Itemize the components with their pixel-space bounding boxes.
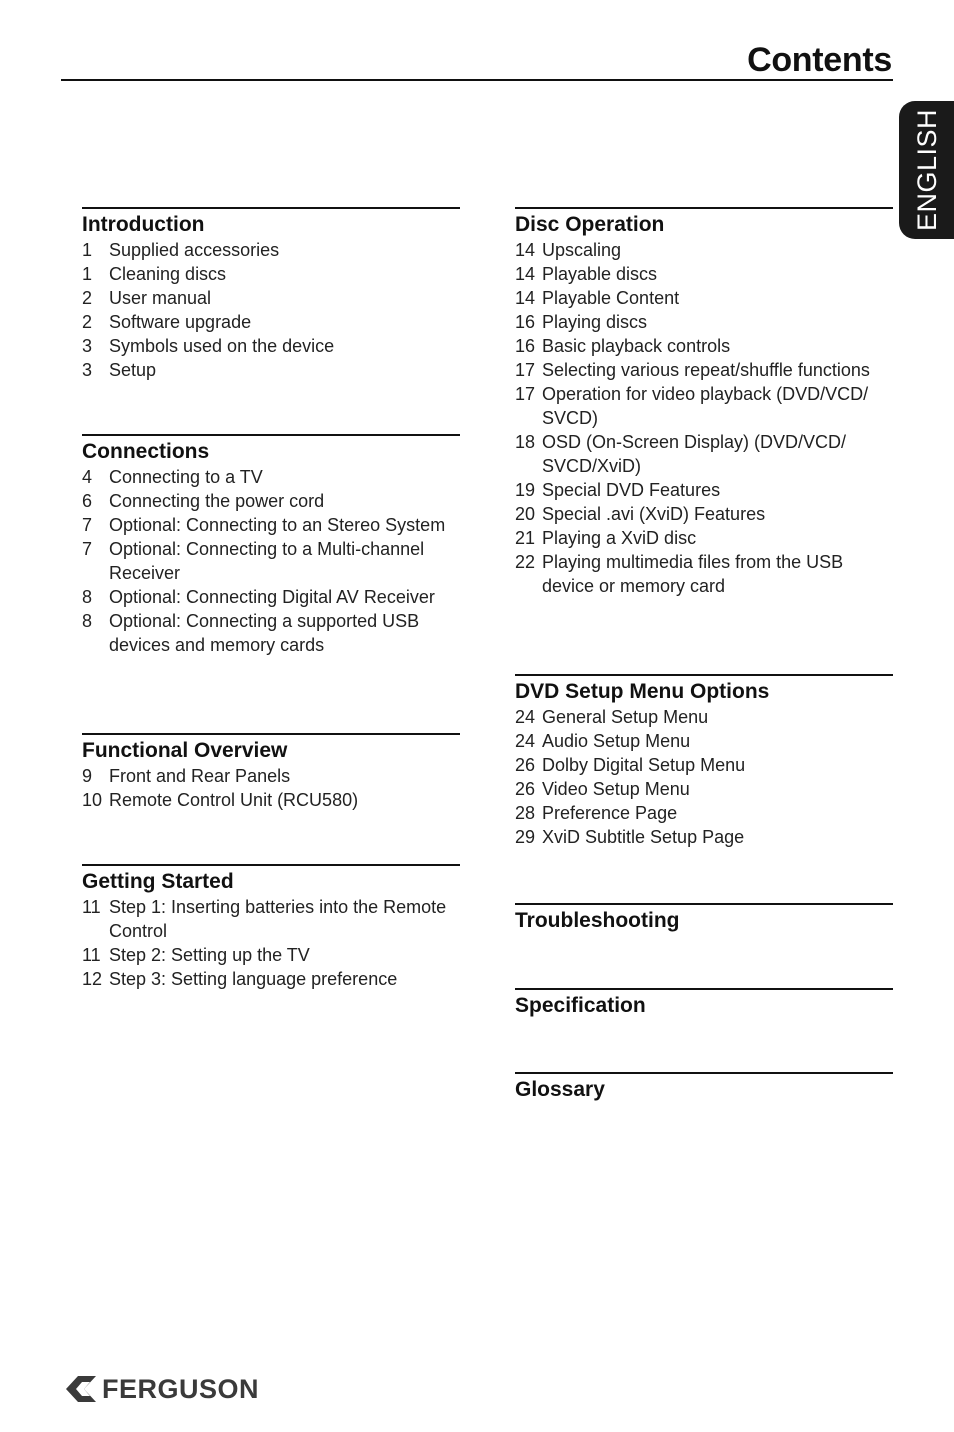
toc-page-number: 29	[515, 827, 536, 847]
toc-entry-text: Step 1: Inserting batteries into the Remote Control	[109, 897, 447, 941]
toc-entry-text: Connecting the power cord	[109, 491, 325, 511]
toc-page-number: 9	[82, 766, 93, 786]
section-heading: Specification	[515, 994, 646, 1017]
toc-page-number: 19	[515, 480, 536, 500]
toc-entry-list	[82, 764, 460, 812]
language-tab	[899, 101, 954, 239]
toc-page-number: 1	[82, 264, 93, 284]
toc-entry[interactable]	[82, 943, 460, 967]
toc-section-glossary[interactable]	[515, 1072, 893, 1103]
toc-entry[interactable]	[515, 238, 893, 262]
toc-section-connections	[82, 434, 460, 657]
toc-entry-text: Playing discs	[542, 312, 648, 332]
toc-entry[interactable]	[515, 550, 893, 598]
toc-entry[interactable]	[82, 764, 460, 788]
toc-entry[interactable]	[515, 825, 893, 849]
toc-entry[interactable]	[82, 489, 460, 513]
toc-entry-list	[515, 705, 893, 849]
toc-entry[interactable]	[515, 358, 893, 382]
toc-entry[interactable]	[82, 513, 460, 537]
toc-page-number: 10	[82, 790, 103, 810]
section-rule	[82, 434, 460, 436]
section-rule	[515, 903, 893, 905]
toc-entry[interactable]	[515, 262, 893, 286]
toc-section-dvd-setup-menu-options	[515, 674, 893, 849]
toc-entry[interactable]	[82, 895, 460, 943]
toc-page-number: 24	[515, 731, 536, 751]
toc-page-number: 7	[82, 515, 93, 535]
toc-entry[interactable]	[82, 334, 460, 358]
toc-entry[interactable]	[515, 753, 893, 777]
toc-entry[interactable]	[515, 705, 893, 729]
language-tab-label: ENGLISH	[911, 108, 942, 232]
toc-page-number: 21	[515, 528, 536, 548]
toc-entry-text: Symbols used on the device	[109, 336, 335, 356]
toc-page-number: 17	[515, 384, 536, 404]
toc-entry[interactable]	[515, 334, 893, 358]
toc-entry-list	[82, 895, 460, 991]
toc-section-troubleshooting[interactable]	[515, 903, 893, 934]
toc-page-number: 7	[82, 539, 93, 559]
toc-page-number: 22	[515, 552, 536, 572]
toc-entry-text: Dolby Digital Setup Menu	[542, 755, 746, 775]
toc-entry-text: Video Setup Menu	[542, 779, 690, 799]
toc-page-number: 28	[515, 803, 536, 823]
toc-page-number: 12	[82, 969, 103, 989]
toc-entry[interactable]	[515, 478, 893, 502]
section-rule	[515, 674, 893, 676]
section-heading: Connections	[82, 440, 210, 463]
ferguson-logo	[64, 1373, 314, 1405]
toc-entry[interactable]	[82, 585, 460, 609]
toc-entry[interactable]	[82, 609, 460, 657]
toc-page-number: 3	[82, 336, 93, 356]
toc-page-number: 14	[515, 288, 536, 308]
section-rule	[82, 207, 460, 209]
toc-entry-list	[82, 465, 460, 657]
toc-page-number: 26	[515, 755, 536, 775]
section-rule	[82, 864, 460, 866]
toc-entry-text: Supplied accessories	[109, 240, 280, 260]
toc-entry-text: Cleaning discs	[109, 264, 227, 284]
section-heading: DVD Setup Menu Options	[515, 680, 770, 703]
toc-entry-text: OSD (On-Screen Display) (DVD/VCD/ SVCD/XviD)	[542, 432, 847, 476]
toc-entry-text: Setup	[109, 360, 157, 380]
toc-page-number: 16	[515, 312, 536, 332]
toc-page-number: 2	[82, 288, 93, 308]
toc-entry-text: Special .avi (XviD) Features	[542, 504, 766, 524]
toc-entry-text: Playing multimedia files from the USB device or memory card	[542, 552, 844, 596]
toc-entry-text: Basic playback controls	[542, 336, 731, 356]
toc-page-number: 4	[82, 467, 93, 487]
toc-page-number: 14	[515, 264, 536, 284]
section-rule	[515, 988, 893, 990]
toc-entry[interactable]	[515, 526, 893, 550]
toc-page-number: 2	[82, 312, 93, 332]
section-heading: Glossary	[515, 1078, 605, 1101]
toc-entry-text: Front and Rear Panels	[109, 766, 291, 786]
toc-entry-text: Connecting to a TV	[109, 467, 263, 487]
toc-entry-text: Preference Page	[542, 803, 678, 823]
toc-page-number: 17	[515, 360, 536, 380]
toc-entry-text: Optional: Connecting a supported USB devices and memory cards	[109, 611, 420, 655]
toc-entry-text: Step 3: Setting language preference	[109, 969, 398, 989]
toc-page-number: 26	[515, 779, 536, 799]
toc-entry-list	[82, 238, 460, 382]
toc-entry-text: Optional: Connecting to an Stereo System	[109, 515, 446, 535]
toc-entry[interactable]	[82, 967, 460, 991]
page-title: Contents	[747, 41, 892, 79]
toc-entry[interactable]	[515, 310, 893, 334]
toc-entry[interactable]	[515, 382, 893, 430]
section-heading: Troubleshooting	[515, 909, 680, 932]
toc-page-number: 11	[82, 945, 101, 965]
toc-entry-text: Operation for video playback (DVD/VCD/ SVCD)	[542, 384, 869, 428]
toc-entry-text: Playing a XviD disc	[542, 528, 697, 548]
toc-page-number: 3	[82, 360, 93, 380]
toc-entry[interactable]	[82, 238, 460, 262]
toc-page-number: 8	[82, 611, 93, 631]
toc-page-number: 11	[82, 897, 101, 917]
toc-page-number: 20	[515, 504, 536, 524]
section-rule	[515, 1072, 893, 1074]
section-heading: Getting Started	[82, 870, 234, 893]
toc-section-functional-overview	[82, 733, 460, 812]
toc-page-number: 14	[515, 240, 536, 260]
section-heading: Functional Overview	[82, 739, 288, 762]
title-rule	[61, 79, 893, 81]
toc-section-getting-started	[82, 864, 460, 991]
toc-entry-text: Remote Control Unit (RCU580)	[109, 790, 359, 810]
toc-entry-text: Optional: Connecting Digital AV Receiver	[109, 587, 435, 607]
toc-entry[interactable]	[515, 777, 893, 801]
toc-entry-text: General Setup Menu	[542, 707, 709, 727]
toc-entry-list	[515, 238, 893, 598]
toc-entry-text: Selecting various repeat/shuffle functions	[542, 360, 870, 380]
toc-entry[interactable]	[82, 788, 460, 812]
toc-entry[interactable]	[515, 729, 893, 753]
toc-entry[interactable]	[82, 537, 460, 585]
section-heading: Disc Operation	[515, 213, 665, 236]
toc-page-number: 18	[515, 432, 536, 452]
toc-page-number: 6	[82, 491, 93, 511]
toc-entry[interactable]	[515, 430, 893, 478]
toc-entry[interactable]	[82, 465, 460, 489]
toc-page-number: 1	[82, 240, 93, 260]
toc-page-number: 16	[515, 336, 536, 356]
toc-entry-text: Playable discs	[542, 264, 658, 284]
toc-entry-text: Special DVD Features	[542, 480, 721, 500]
toc-entry[interactable]	[82, 358, 460, 382]
section-rule	[515, 207, 893, 209]
ferguson-logo-text: FERGUSON	[102, 1374, 260, 1404]
toc-section-specification[interactable]	[515, 988, 893, 1019]
toc-entry-text: Upscaling	[542, 240, 622, 260]
toc-entry[interactable]	[82, 286, 460, 310]
toc-entry-text: XviD Subtitle Setup Page	[542, 827, 745, 847]
toc-entry-text: Step 2: Setting up the TV	[109, 945, 310, 965]
toc-section-disc-operation	[515, 207, 893, 598]
toc-entry-text: Audio Setup Menu	[542, 731, 691, 751]
toc-entry[interactable]	[82, 310, 460, 334]
toc-entry-text: Optional: Connecting to a Multi-channel Receiver	[109, 539, 425, 583]
toc-page-number: 8	[82, 587, 93, 607]
toc-entry[interactable]	[515, 801, 893, 825]
toc-entry[interactable]	[515, 502, 893, 526]
toc-entry-text: User manual	[109, 288, 212, 308]
toc-entry[interactable]	[515, 286, 893, 310]
toc-entry-text: Software upgrade	[109, 312, 252, 332]
toc-entry-text: Playable Content	[542, 288, 680, 308]
section-rule	[82, 733, 460, 735]
section-heading: Introduction	[82, 213, 205, 236]
toc-entry[interactable]	[82, 262, 460, 286]
ferguson-logo-mark-icon	[64, 1373, 98, 1405]
toc-page-number: 24	[515, 707, 536, 727]
toc-section-introduction	[82, 207, 460, 382]
